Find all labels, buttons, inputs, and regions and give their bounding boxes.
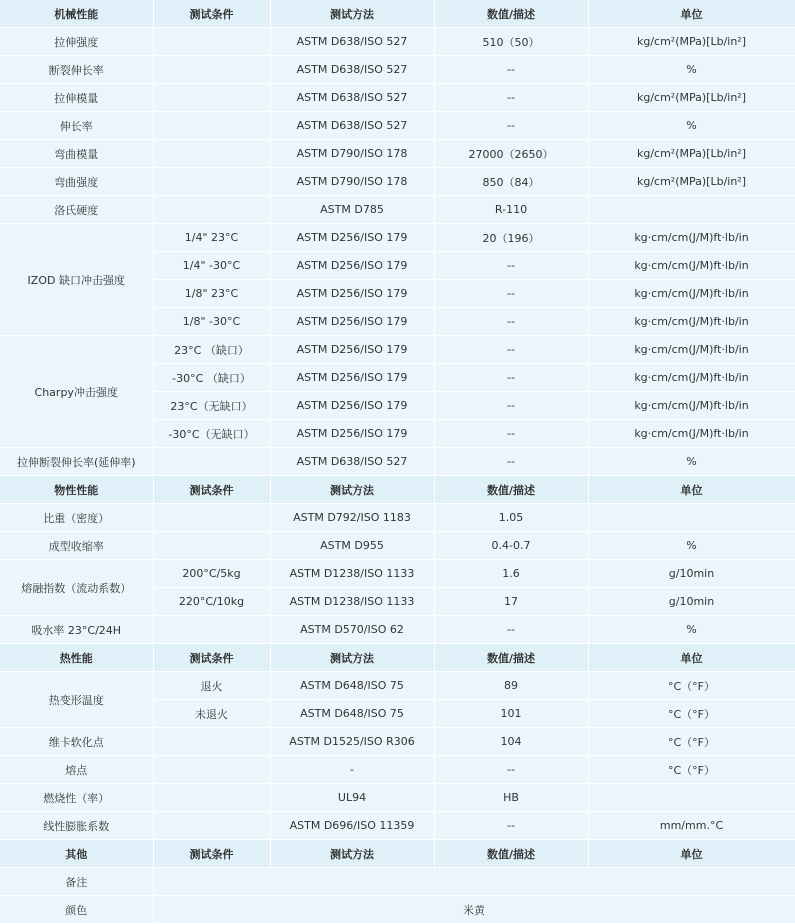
property-value: -- (434, 56, 588, 84)
table-row (0, 140, 795, 168)
header-condition: 测试条件 (153, 0, 270, 28)
property-name: 拉伸模量 (0, 84, 153, 112)
table-row (0, 112, 795, 140)
test-method: ASTM D256/ISO 179 (270, 392, 434, 420)
test-method: ASTM D1238/ISO 1133 (270, 560, 434, 588)
header-method: 测试方法 (270, 840, 434, 868)
test-method: ASTM D638/ISO 527 (270, 56, 434, 84)
test-method: ASTM D790/ISO 178 (270, 168, 434, 196)
property-name: 线性膨胀系数 (0, 812, 153, 840)
header-value: 数值/描述 (434, 840, 588, 868)
section-header-thermal (0, 644, 795, 672)
header-unit: 单位 (588, 0, 795, 28)
property-value: -- (434, 336, 588, 364)
test-method: ASTM D256/ISO 179 (270, 308, 434, 336)
property-unit: g/10min (588, 560, 795, 588)
table-row (0, 224, 795, 252)
property-name: 伸长率 (0, 112, 153, 140)
header-category: 其他 (0, 840, 153, 868)
test-condition (153, 196, 270, 224)
color-value: 米黄 (153, 896, 795, 924)
header-condition: 测试条件 (153, 476, 270, 504)
header-category: 物性性能 (0, 476, 153, 504)
property-unit: kg·cm/cm(J/M)ft·lb/in (588, 420, 795, 448)
table-row (0, 784, 795, 812)
property-unit: kg·cm/cm(J/M)ft·lb/in (588, 392, 795, 420)
header-category: 热性能 (0, 644, 153, 672)
property-name: 拉伸强度 (0, 28, 153, 56)
property-value: -- (434, 756, 588, 784)
test-method: UL94 (270, 784, 434, 812)
test-condition: 1/8" 23°C (153, 280, 270, 308)
test-method: ASTM D638/ISO 527 (270, 28, 434, 56)
header-category: 机械性能 (0, 0, 153, 28)
property-unit: kg/cm²(MPa)[Lb/in²] (588, 140, 795, 168)
property-unit: % (588, 112, 795, 140)
property-name: IZOD 缺口冲击强度 (0, 224, 153, 336)
header-method: 测试方法 (270, 0, 434, 28)
test-method: ASTM D256/ISO 179 (270, 280, 434, 308)
property-name: 热变形温度 (0, 672, 153, 728)
property-value: -- (434, 252, 588, 280)
property-name: 吸水率 23°C/24H (0, 616, 153, 644)
property-name: 弯曲模量 (0, 140, 153, 168)
property-value: -- (434, 616, 588, 644)
section-header-mechanical (0, 0, 795, 28)
header-unit: 单位 (588, 644, 795, 672)
test-condition: 220°C/10kg (153, 588, 270, 616)
test-method: ASTM D955 (270, 532, 434, 560)
property-unit: % (588, 532, 795, 560)
test-method: ASTM D648/ISO 75 (270, 700, 434, 728)
table-row (0, 728, 795, 756)
test-method: ASTM D1525/ISO R306 (270, 728, 434, 756)
property-unit: °C（°F） (588, 672, 795, 700)
test-condition: 退火 (153, 672, 270, 700)
test-method: - (270, 756, 434, 784)
test-method: ASTM D256/ISO 179 (270, 252, 434, 280)
header-condition: 测试条件 (153, 644, 270, 672)
test-method: ASTM D696/ISO 11359 (270, 812, 434, 840)
property-value: -- (434, 448, 588, 476)
table-row (0, 168, 795, 196)
test-condition (153, 168, 270, 196)
property-value: 1.05 (434, 504, 588, 532)
property-value: 101 (434, 700, 588, 728)
property-unit: kg·cm/cm(J/M)ft·lb/in (588, 252, 795, 280)
property-unit: kg·cm/cm(J/M)ft·lb/in (588, 364, 795, 392)
property-name: 成型收缩率 (0, 532, 153, 560)
header-value: 数值/描述 (434, 644, 588, 672)
property-value: -- (434, 308, 588, 336)
test-method: ASTM D1238/ISO 1133 (270, 588, 434, 616)
property-unit: kg/cm²(MPa)[Lb/in²] (588, 168, 795, 196)
property-name: 燃烧性（率） (0, 784, 153, 812)
property-unit: % (588, 56, 795, 84)
test-condition (153, 504, 270, 532)
test-method: ASTM D256/ISO 179 (270, 336, 434, 364)
section-header-physical (0, 476, 795, 504)
table-row (0, 84, 795, 112)
table-row (0, 336, 795, 364)
test-condition: -30°C（无缺口） (153, 420, 270, 448)
header-condition: 测试条件 (153, 840, 270, 868)
property-unit: mm/mm.°C (588, 812, 795, 840)
property-name: 颜色 (0, 896, 153, 924)
test-condition (153, 812, 270, 840)
property-unit: °C（°F） (588, 756, 795, 784)
table-row (0, 868, 795, 896)
test-condition: 1/4" -30°C (153, 252, 270, 280)
property-unit: kg·cm/cm(J/M)ft·lb/in (588, 224, 795, 252)
table-row (0, 448, 795, 476)
property-value: -- (434, 364, 588, 392)
section-header-other (0, 840, 795, 868)
test-method: ASTM D638/ISO 527 (270, 84, 434, 112)
property-value: 27000（2650） (434, 140, 588, 168)
table-row (0, 196, 795, 224)
test-condition: 200°C/5kg (153, 560, 270, 588)
property-name: 熔融指数（流动系数） (0, 560, 153, 616)
test-condition (153, 84, 270, 112)
test-method: ASTM D648/ISO 75 (270, 672, 434, 700)
header-value: 数值/描述 (434, 0, 588, 28)
property-value: 1.6 (434, 560, 588, 588)
property-unit (588, 196, 795, 224)
header-unit: 单位 (588, 840, 795, 868)
header-value: 数值/描述 (434, 476, 588, 504)
property-value: 89 (434, 672, 588, 700)
property-name: 洛氏硬度 (0, 196, 153, 224)
property-value: -- (434, 112, 588, 140)
test-condition: 1/4" 23°C (153, 224, 270, 252)
test-condition (153, 728, 270, 756)
property-unit: kg·cm/cm(J/M)ft·lb/in (588, 280, 795, 308)
table-row (0, 504, 795, 532)
property-value: 850（84） (434, 168, 588, 196)
header-method: 测试方法 (270, 644, 434, 672)
test-method: ASTM D792/ISO 1183 (270, 504, 434, 532)
property-name: 断裂伸长率 (0, 56, 153, 84)
table-row (0, 560, 795, 588)
property-unit: kg/cm²(MPa)[Lb/in²] (588, 28, 795, 56)
property-value: 0.4-0.7 (434, 532, 588, 560)
property-name: 熔点 (0, 756, 153, 784)
property-name: 备注 (0, 868, 153, 896)
property-unit: kg·cm/cm(J/M)ft·lb/in (588, 336, 795, 364)
property-unit: kg·cm/cm(J/M)ft·lb/in (588, 308, 795, 336)
header-method: 测试方法 (270, 476, 434, 504)
test-condition (153, 532, 270, 560)
property-value: 510（50） (434, 28, 588, 56)
header-unit: 单位 (588, 476, 795, 504)
test-condition (153, 140, 270, 168)
property-value: -- (434, 392, 588, 420)
test-method: ASTM D785 (270, 196, 434, 224)
property-value: -- (434, 420, 588, 448)
property-value: -- (434, 280, 588, 308)
property-name: 拉伸断裂伸长率(延伸率) (0, 448, 153, 476)
property-value: 104 (434, 728, 588, 756)
notes-value (153, 868, 795, 896)
table-row (0, 56, 795, 84)
test-condition (153, 616, 270, 644)
test-condition (153, 56, 270, 84)
property-value: -- (434, 84, 588, 112)
table-row (0, 756, 795, 784)
property-name: 比重（密度） (0, 504, 153, 532)
property-value: HB (434, 784, 588, 812)
test-method: ASTM D256/ISO 179 (270, 364, 434, 392)
test-condition (153, 28, 270, 56)
test-method: ASTM D570/ISO 62 (270, 616, 434, 644)
test-condition: 23°C （缺口） (153, 336, 270, 364)
test-condition: -30°C （缺口） (153, 364, 270, 392)
test-method: ASTM D256/ISO 179 (270, 420, 434, 448)
test-condition (153, 756, 270, 784)
test-condition (153, 112, 270, 140)
property-unit: % (588, 616, 795, 644)
test-method: ASTM D790/ISO 178 (270, 140, 434, 168)
test-condition: 未退火 (153, 700, 270, 728)
property-unit (588, 784, 795, 812)
test-method: ASTM D638/ISO 527 (270, 112, 434, 140)
table-row (0, 616, 795, 644)
property-name: Charpy冲击强度 (0, 336, 153, 448)
test-condition: 23°C（无缺口） (153, 392, 270, 420)
table-row (0, 812, 795, 840)
test-condition (153, 448, 270, 476)
test-method: ASTM D256/ISO 179 (270, 224, 434, 252)
test-condition: 1/8" -30°C (153, 308, 270, 336)
table-row (0, 28, 795, 56)
property-unit: kg/cm²(MPa)[Lb/in²] (588, 84, 795, 112)
property-value: -- (434, 812, 588, 840)
table-row (0, 672, 795, 700)
property-value: 17 (434, 588, 588, 616)
property-unit: °C（°F） (588, 700, 795, 728)
property-unit: g/10min (588, 588, 795, 616)
property-value: R-110 (434, 196, 588, 224)
table-row (0, 532, 795, 560)
property-unit (588, 504, 795, 532)
property-unit: % (588, 448, 795, 476)
property-unit: °C（°F） (588, 728, 795, 756)
table-row (0, 896, 795, 924)
property-value: 20（196） (434, 224, 588, 252)
test-method: ASTM D638/ISO 527 (270, 448, 434, 476)
property-name: 弯曲强度 (0, 168, 153, 196)
test-condition (153, 784, 270, 812)
property-name: 维卡软化点 (0, 728, 153, 756)
